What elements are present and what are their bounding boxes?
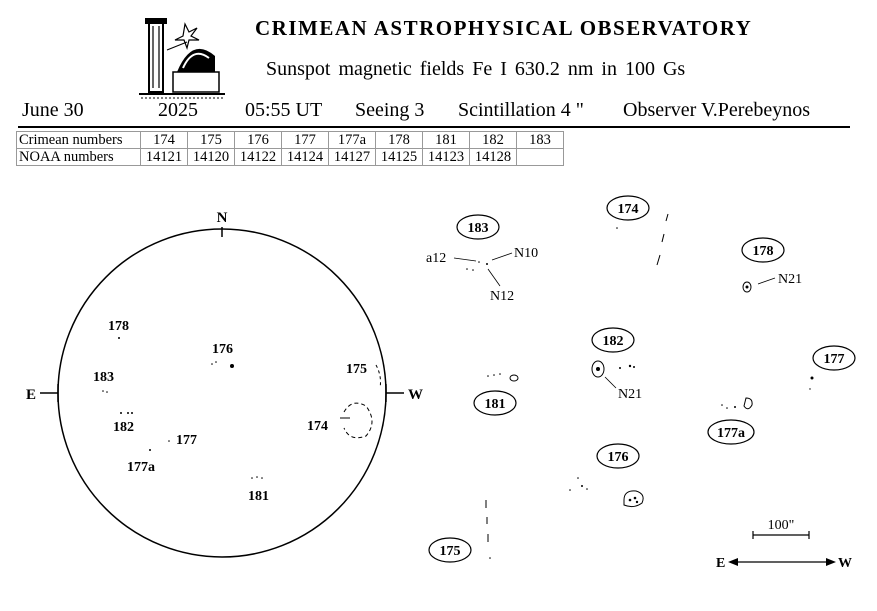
spot-trace <box>666 214 668 221</box>
observation-observer: Observer V.Perebeynos <box>623 99 811 121</box>
disk-spot-182 <box>120 412 122 414</box>
crimean-number-cell: 175 <box>188 132 235 149</box>
east-label: E <box>26 387 37 403</box>
region-177-label: 177 <box>823 352 845 367</box>
region-175 <box>429 500 491 562</box>
noaa-number-cell: 14121 <box>141 149 188 166</box>
crimean-number-cell: 178 <box>376 132 423 149</box>
noaa-number-cell: 14125 <box>376 149 423 166</box>
arrow-left-head <box>728 558 738 566</box>
noaa-numbers-label: NOAA numbers <box>17 149 141 166</box>
observation-year: 2025 <box>158 99 198 121</box>
spot <box>569 489 571 491</box>
disk-label-183: 183 <box>93 370 114 385</box>
region-178 <box>742 238 802 292</box>
disk-spot-177 <box>168 440 170 442</box>
east-west-arrow <box>716 556 852 571</box>
disk-limb-175 <box>376 365 381 388</box>
arrow-right-head <box>826 558 836 566</box>
disk-spot-176 <box>215 361 217 363</box>
disk-spot-182 <box>127 412 129 414</box>
spot <box>596 367 600 371</box>
disk-label-175: 175 <box>346 362 367 377</box>
crimean-number-cell: 182 <box>470 132 517 149</box>
disk-spot-177a <box>149 449 151 451</box>
crimean-number-cell: 181 <box>423 132 470 149</box>
leader-line <box>605 377 616 388</box>
disk-outline <box>58 229 386 557</box>
disk-spot-181 <box>251 477 253 479</box>
spot <box>809 388 810 389</box>
observation-time: 05:55 UT <box>245 99 323 121</box>
region-176-label: 176 <box>607 450 629 465</box>
region-174 <box>607 196 668 265</box>
disk-spot-183 <box>102 390 104 392</box>
noaa-number-cell: 14120 <box>188 149 235 166</box>
spot <box>734 406 736 408</box>
region-182 <box>592 328 642 402</box>
noaa-number-cell: 14122 <box>235 149 282 166</box>
observation-seeing: Seeing 3 <box>355 99 425 121</box>
region-181 <box>474 373 518 415</box>
spot <box>746 286 749 289</box>
spot <box>466 268 468 270</box>
region-177a-contour <box>744 398 752 409</box>
crimean-number-cell: 183 <box>517 132 564 149</box>
spot <box>811 377 814 380</box>
region-175-label: 175 <box>439 544 461 559</box>
disk-spot-182 <box>131 412 133 414</box>
spot-trace <box>662 234 664 242</box>
region-183-n10-label: N10 <box>514 246 539 261</box>
spot <box>577 477 579 479</box>
region-183-label: 183 <box>467 221 489 236</box>
disk-label-174: 174 <box>307 419 328 434</box>
region-183-n12-label: N12 <box>490 289 515 304</box>
region-181-label: 181 <box>484 397 506 412</box>
spot <box>489 557 491 559</box>
noaa-number-cell: 14127 <box>329 149 376 166</box>
region-177a <box>708 398 754 444</box>
noaa-number-cell: 14124 <box>282 149 329 166</box>
spot <box>586 488 588 490</box>
region-178-n21-label: N21 <box>778 272 803 287</box>
disk-label-177: 177 <box>176 433 197 448</box>
spot-trace <box>657 255 660 265</box>
leader-line <box>492 253 512 260</box>
spot <box>634 497 637 500</box>
region-177 <box>809 346 855 390</box>
region-181-contour <box>510 375 518 381</box>
spot <box>633 366 635 368</box>
crimean-number-cell: 176 <box>235 132 282 149</box>
disk-spots <box>102 337 263 479</box>
page-subtitle: Sunspot magnetic fields Fe I 630.2 nm in 100 Gs <box>266 58 686 80</box>
scale-bar-label: 100" <box>767 518 795 533</box>
observation-date: June 30 <box>22 99 84 121</box>
noaa-number-cell: 14128 <box>470 149 517 166</box>
crimean-number-cell: 177a <box>329 132 376 149</box>
spot <box>493 374 495 376</box>
disk-spot-178 <box>118 337 120 339</box>
spot <box>472 269 474 271</box>
leader-line <box>488 269 500 286</box>
spot <box>721 404 723 406</box>
solar-disk <box>26 210 423 557</box>
disk-spot-176 <box>230 364 234 368</box>
region-183-a12-label: a12 <box>426 251 447 266</box>
crimean-number-cell: 177 <box>282 132 329 149</box>
disk-label-182: 182 <box>113 420 134 435</box>
disk-label-176: 176 <box>212 342 233 357</box>
arrow-west-label: W <box>838 556 852 571</box>
spot <box>619 367 621 369</box>
region-183-spots <box>466 261 488 271</box>
disk-spot-181 <box>261 477 263 479</box>
region-182-n21-label: N21 <box>618 387 643 402</box>
spot <box>499 373 501 375</box>
disk-spot-183 <box>106 391 108 393</box>
spot <box>629 365 631 367</box>
disk-region-174-outline <box>344 403 372 438</box>
disk-spot-176 <box>211 363 213 365</box>
disk-label-178: 178 <box>108 319 129 334</box>
observation-scintillation: Scintillation 4 " <box>458 99 584 121</box>
region-183 <box>426 215 538 304</box>
leader-line <box>758 278 775 284</box>
spot <box>726 407 728 409</box>
spot <box>478 261 480 263</box>
crimean-number-cell: 174 <box>141 132 188 149</box>
region-176-contour <box>624 491 643 507</box>
disk-label-177a: 177a <box>127 460 155 475</box>
spot <box>487 375 489 377</box>
scale-bar <box>753 518 809 539</box>
disk-label-181: 181 <box>248 489 269 504</box>
leader-line <box>454 258 476 261</box>
region-176 <box>569 444 643 507</box>
region-182-label: 182 <box>602 334 624 349</box>
west-label: W <box>408 387 423 403</box>
spot <box>581 485 583 487</box>
arrow-east-label: E <box>716 556 726 571</box>
spot <box>616 227 618 229</box>
region-174-label: 174 <box>617 202 639 217</box>
crimean-numbers-label: Crimean numbers <box>17 132 141 149</box>
spot <box>636 501 638 503</box>
region-178-label: 178 <box>752 244 774 259</box>
spot <box>629 499 632 502</box>
disk-spot-181 <box>256 476 258 478</box>
north-label: N <box>216 210 228 226</box>
spot <box>486 263 488 265</box>
region-177a-label: 177a <box>717 426 745 441</box>
page-title: CRIMEAN ASTROPHYSICAL OBSERVATORY <box>255 16 753 40</box>
noaa-number-cell: 14123 <box>423 149 470 166</box>
